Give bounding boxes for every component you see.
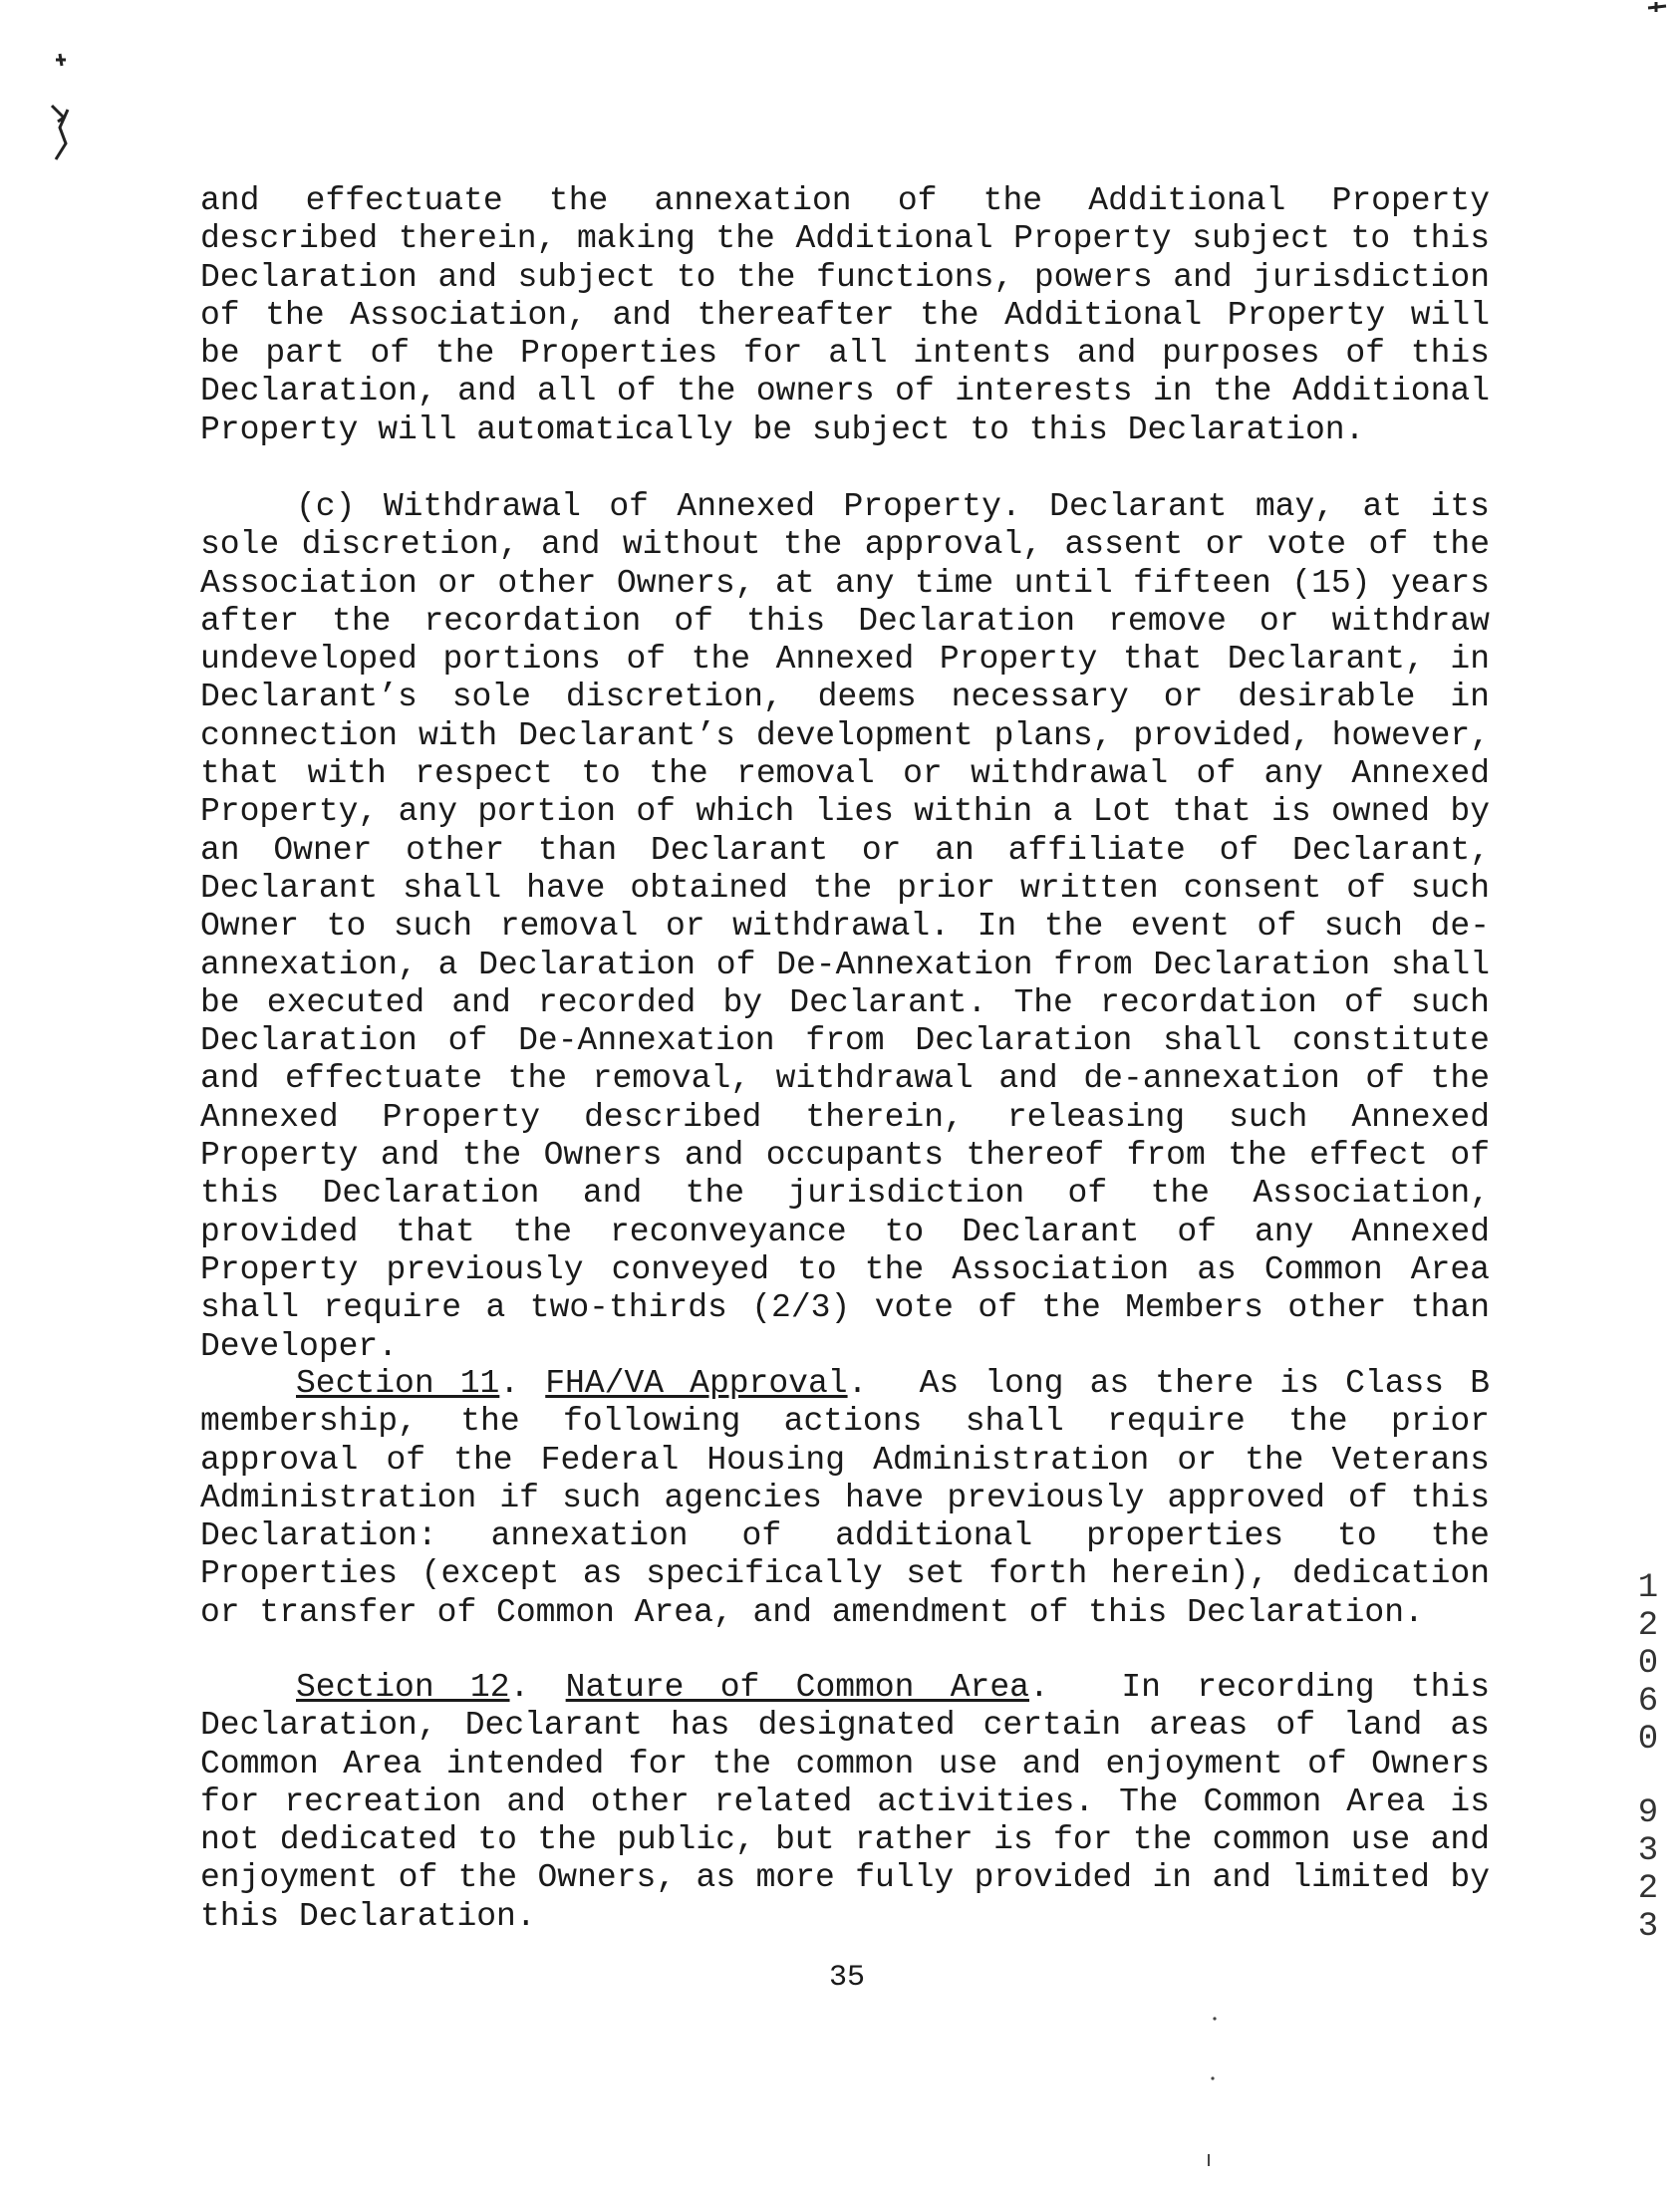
- stamp-gap: [1630, 1759, 1666, 1794]
- stamp-digit: 9: [1637, 1794, 1659, 1832]
- section-12-title: Nature of Common Area: [565, 1669, 1029, 1706]
- margin-recording-number: [1630, 1569, 1666, 1946]
- scan-speck: [1206, 2152, 1214, 2172]
- section-11-text: As long as there is Class B membership, the following actions shall require the prior approval of the Federal Housing Administration or the Veterans Administration if such agencies have previously approved of this Declaration: annexation of additional properties to the Properties (except as specifically set forth herein), dedication or transfer of Common Area, and amendment of this Declaration.: [200, 1365, 1490, 1631]
- section-12-nature-of-common-area: Section 12. Nature of Common Area. In recording this Declaration, Declarant has designated certain areas of land as Common Area intended for the common use and enjoyment of Owners for recreation and other related activities. The Common Area is not dedicated to the public, but rather is for the common use and enjoyment of the Owners, as more fully provided in and limited by this Declaration.: [200, 1669, 1491, 1935]
- scan-artifact-top-right: [1644, 0, 1674, 20]
- stamp-digit: 1: [1637, 1569, 1659, 1607]
- stamp-digit: 2: [1637, 1870, 1659, 1908]
- scan-speck: [1211, 2015, 1221, 2084]
- scan-artifact-left: [42, 48, 82, 167]
- stamp-digit: 0: [1637, 1721, 1659, 1759]
- section-11-title: FHA/VA Approval: [545, 1365, 848, 1402]
- stamp-digit: 3: [1637, 1832, 1659, 1870]
- page-number: 35: [828, 1961, 865, 1995]
- stamp-digit: 2: [1637, 1607, 1659, 1645]
- stamp-digit: 3: [1637, 1908, 1659, 1946]
- section-11-heading: Section 11: [296, 1365, 500, 1402]
- section-11-fha-va-approval: Section 11. FHA/VA Approval. As long as there is Class B membership, the following actions shall require the prior approval of the Federal Housing Administration or the Veterans Administration if such agencies have previously approved of this Declaration: annexation of additional properties to the Properties (except as specifically set forth herein), dedication or transfer of Common Area, and amendment of this Declaration.: [200, 1365, 1490, 1631]
- paragraph-annexation-continued: and effectuate the annexation of the Additional Property described therein, making the Additional Property subject to this Declaration and subject to the functions, powers and jurisdiction of the Association, and thereafter the Additional Property will be part of the Properties for all intents and purposes of this Declaration, and all of the owners of interests in the Additional Property will automatically be subject to this Declaration.: [200, 182, 1490, 448]
- section-12-heading: Section 12: [296, 1669, 510, 1706]
- stamp-digit: 0: [1637, 1645, 1659, 1683]
- section-12-text: In recording this Declaration, Declarant has designated certain areas of land as Common Area intended for the common use and enjoyment of Owners for recreation and other related activities. The Common Area is not dedicated to the public, but rather is for the common use and enjoyment of the Owners, as more fully provided in and limited by this Declaration.: [200, 1669, 1491, 1935]
- paragraph-withdrawal-of-annexed-property: (c) Withdrawal of Annexed Property. Declarant may, at its sole discretion, and without the approval, assent or vote of the Association or other Owners, at any time until fifteen (15) years after the recordation of this Declaration remove or withdraw undeveloped portions of the Annexed Property that Declarant, in Declarant’s sole discretion, deems necessary or desirable in connection with Declarant’s development plans, provided, however, that with respect to the removal or withdrawal of any Annexed Property, any portion of which lies within a Lot that is owned by an Owner other than Declarant or an affiliate of Declarant, Declarant shall have obtained the prior written consent of such Owner to such removal or withdrawal. In the event of such de-annexation, a Declaration of De-Annexation from Declaration shall be executed and recorded by Declarant. The recordation of such Declaration of De-Annexation from Declaration shall constitute and effectuate the removal, withdrawal and de-annexation of the Annexed Property described therein, releasing such Annexed Property and the Owners and occupants thereof from the effect of this Declaration and the jurisdiction of the Association, provided that the reconveyance to Declarant of any Annexed Property previously conveyed to the Association as Common Area shall require a two-thirds (2/3) vote of the Members other than Developer.: [200, 488, 1490, 1365]
- stamp-digit: 6: [1637, 1683, 1659, 1721]
